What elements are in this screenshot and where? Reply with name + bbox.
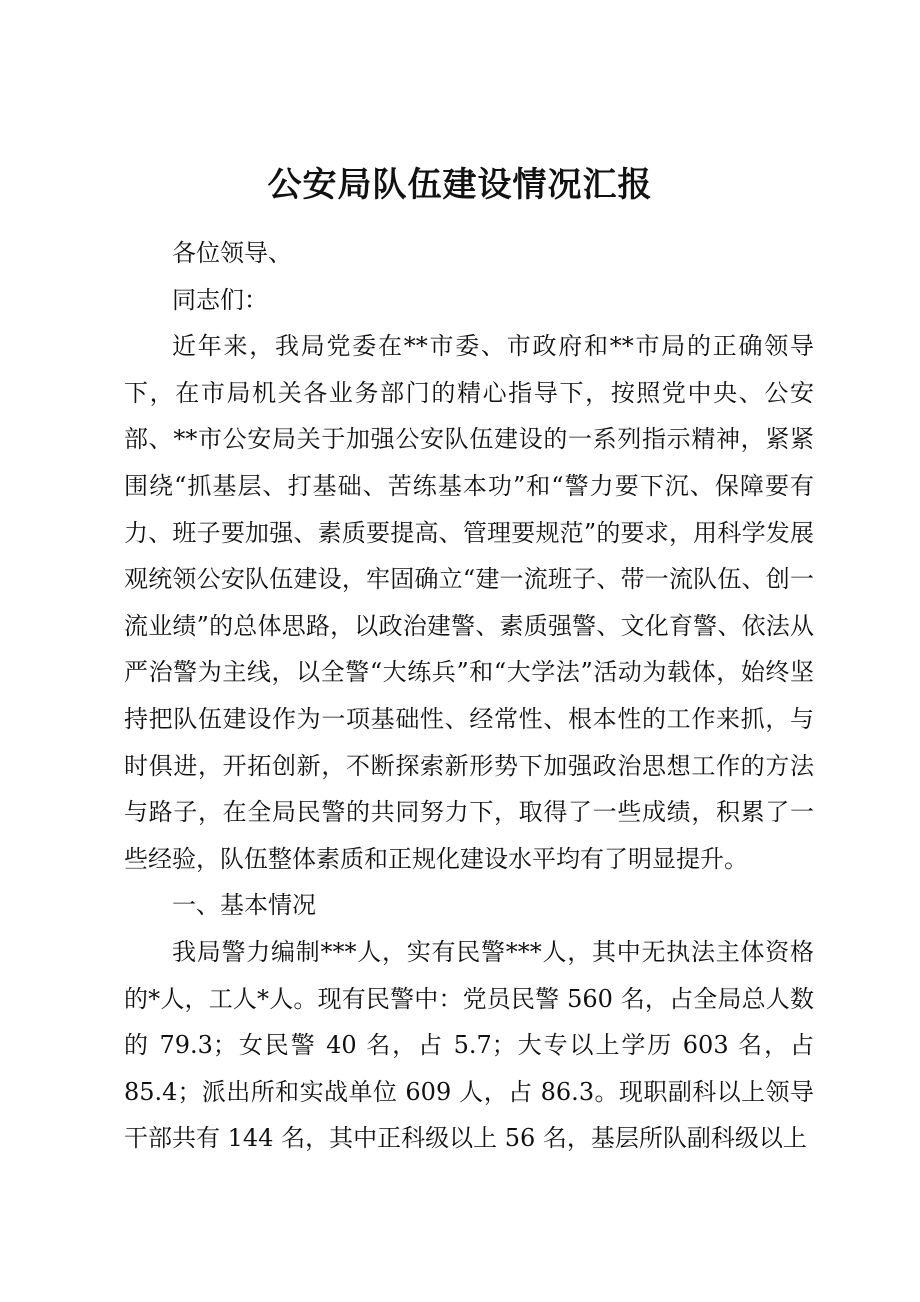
basic-situation-paragraph: 我局警力编制***人，实有民警***人，其中无执法主体资格的*人，工人*人。现有民警中：党员民警 560 名，占全局总人数的 79.3；女民警 40 名，占 5.7；大专以上学历 603 名，占 85.4；派出所和实战单位 609 人，占 86.3。现职副科以上领导干部共有 144 名，其中正科级以上 56 名，基层所队副科级以上 — [124, 937, 814, 1153]
salutation-comrades: 同志们： — [172, 285, 268, 314]
salutation-leaders: 各位领导、 — [172, 239, 292, 267]
document-body — [124, 230, 814, 1162]
intro-paragraph: 近年来，我局党委在**市委、市政府和**市局的正确领导下，在市局机关各业务部门的精心指导下，按照党中央、公安部、**市公安局关于加强公安队伍建设的一系列指示精神，紧紧围绕“抓基层、打基础、苦练基本功”和“警力要下沉、保障要有力、班子要加强、素质要提高、管理要规范”的要求，用科学发展观统领公安队伍建设，牢固确立“建一流班子、带一流队伍、创一流业绩”的总体思路，以政治建警、素质强警、文化育警、依法从严治警为主线，以全警“大练兵”和“大学法”活动为载体，始终坚持把队伍建设作为一项基础性、经常性、根本性的工作来抓，与时俱进，开拓创新，不断探索新形势下加强政治思想工作的方法与路子，在全局民警的共同努力下，取得了一些成绩，积累了一些经验，队伍整体素质和正规化建设水平均有了明显提升。 — [124, 332, 814, 873]
section-heading-basic-situation: 一、基本情况 — [172, 891, 316, 920]
document-title: 公安局队伍建设情况汇报 — [267, 165, 653, 205]
